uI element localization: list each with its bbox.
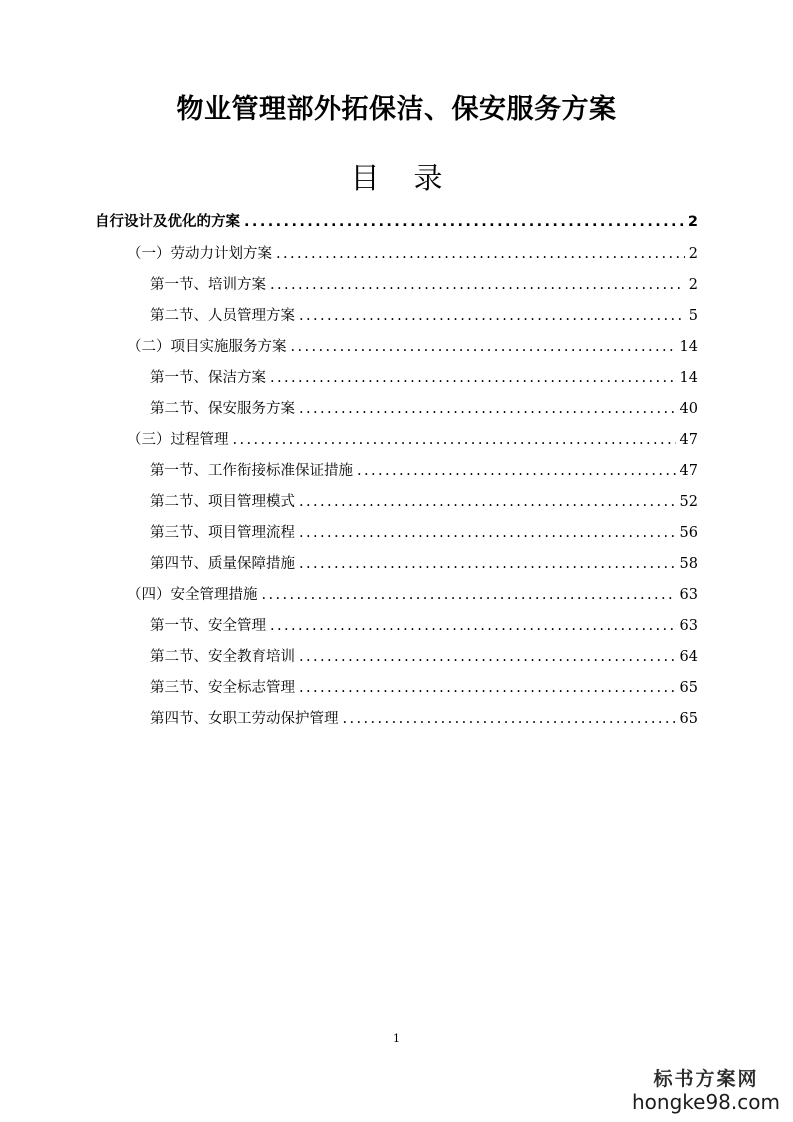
toc-entry-page: 2 — [687, 214, 698, 230]
toc-leader-dots — [299, 521, 676, 545]
toc-entry-page: 64 — [679, 649, 698, 665]
toc-entry-page: 40 — [679, 401, 698, 417]
toc-entry-label: （二）项目实施服务方案 — [127, 339, 287, 355]
toc-entry-label: （四）安全管理措施 — [127, 587, 258, 603]
toc-entry[interactable] — [150, 490, 698, 514]
toc-entry-label: 第二节、保安服务方案 — [150, 401, 295, 417]
toc-entry-page: 65 — [679, 680, 698, 696]
watermark-url: hongke98.com — [632, 1090, 780, 1114]
toc-entry-page: 2 — [688, 246, 698, 262]
toc-entry[interactable] — [150, 645, 698, 669]
toc-entry[interactable] — [150, 707, 698, 731]
toc-leader-dots — [299, 304, 685, 328]
document-title: 物业管理部外拓保洁、保安服务方案 — [176, 94, 617, 125]
toc-entry-page: 2 — [688, 277, 698, 293]
toc-entry-page: 5 — [688, 308, 698, 324]
toc-entry-page: 63 — [679, 618, 698, 634]
toc-leader-dots — [276, 242, 685, 266]
toc-entry-label: 第二节、人员管理方案 — [150, 308, 295, 324]
toc-entry-page: 56 — [679, 525, 698, 541]
watermark-text: 标书方案网 — [653, 1068, 759, 1090]
toc-entry-label: 第三节、安全标志管理 — [150, 680, 295, 696]
toc-entry-label: 第三节、项目管理流程 — [150, 525, 295, 541]
toc-entry-label: （三）过程管理 — [127, 432, 229, 448]
toc-entry-page: 14 — [679, 370, 698, 386]
toc-entry[interactable] — [150, 273, 698, 297]
toc-heading-char-2: 录 — [413, 161, 443, 195]
toc-entry[interactable] — [150, 614, 698, 638]
toc-leader-dots — [343, 707, 676, 731]
toc-entry[interactable] — [150, 552, 698, 576]
toc-entry[interactable] — [127, 242, 698, 266]
toc-leader-dots — [291, 335, 676, 359]
toc-leader-dots — [262, 583, 676, 607]
toc-entry-label: 自行设计及优化的方案 — [95, 214, 240, 230]
toc-entry[interactable] — [150, 366, 698, 390]
toc-entry-label: 第二节、安全教育培训 — [150, 649, 295, 665]
toc-leader-dots — [270, 273, 685, 297]
toc-entry-label: 第一节、工作衔接标准保证措施 — [150, 463, 353, 479]
toc-entry[interactable] — [150, 397, 698, 421]
toc-heading-char-1: 目 — [350, 161, 380, 195]
toc-entry[interactable] — [127, 428, 698, 452]
toc-entry-page: 65 — [679, 711, 698, 727]
toc-entry[interactable] — [127, 583, 698, 607]
toc-leader-dots — [357, 459, 676, 483]
toc-leader-dots — [233, 428, 676, 452]
toc-entry[interactable] — [150, 521, 698, 545]
watermark-logo — [631, 1068, 781, 1114]
toc-entry-label: 第二节、项目管理模式 — [150, 494, 295, 510]
toc-leader-dots — [299, 490, 676, 514]
toc-entry-label: （一）劳动力计划方案 — [127, 246, 272, 262]
page-number: 1 — [393, 1032, 400, 1045]
toc-entry-label: 第一节、培训方案 — [150, 277, 266, 293]
toc-entry-label: 第四节、质量保障措施 — [150, 556, 295, 572]
toc-entry-page: 52 — [679, 494, 698, 510]
toc-entry[interactable] — [150, 676, 698, 700]
toc-entry-page: 47 — [679, 463, 698, 479]
toc-entry-label: 第一节、保洁方案 — [150, 370, 266, 386]
toc-entry[interactable] — [150, 304, 698, 328]
toc-entry-label: 第四节、女职工劳动保护管理 — [150, 711, 339, 727]
toc-leader-dots — [299, 552, 676, 576]
toc-leader-dots — [270, 366, 676, 390]
toc-heading — [0, 158, 793, 198]
toc-entry-page: 63 — [679, 587, 698, 603]
toc-entry-page: 58 — [679, 556, 698, 572]
toc-entry[interactable] — [95, 210, 698, 234]
toc-leader-dots — [299, 676, 676, 700]
toc-leader-dots — [270, 614, 676, 638]
toc-leader-dots — [244, 210, 684, 234]
toc-leader-dots — [299, 397, 676, 421]
toc-leader-dots — [299, 645, 676, 669]
toc-entry-page: 14 — [679, 339, 698, 355]
toc-entry-page: 47 — [679, 432, 698, 448]
toc-entry[interactable] — [150, 459, 698, 483]
toc-entry-label: 第一节、安全管理 — [150, 618, 266, 634]
toc-entry[interactable] — [127, 335, 698, 359]
